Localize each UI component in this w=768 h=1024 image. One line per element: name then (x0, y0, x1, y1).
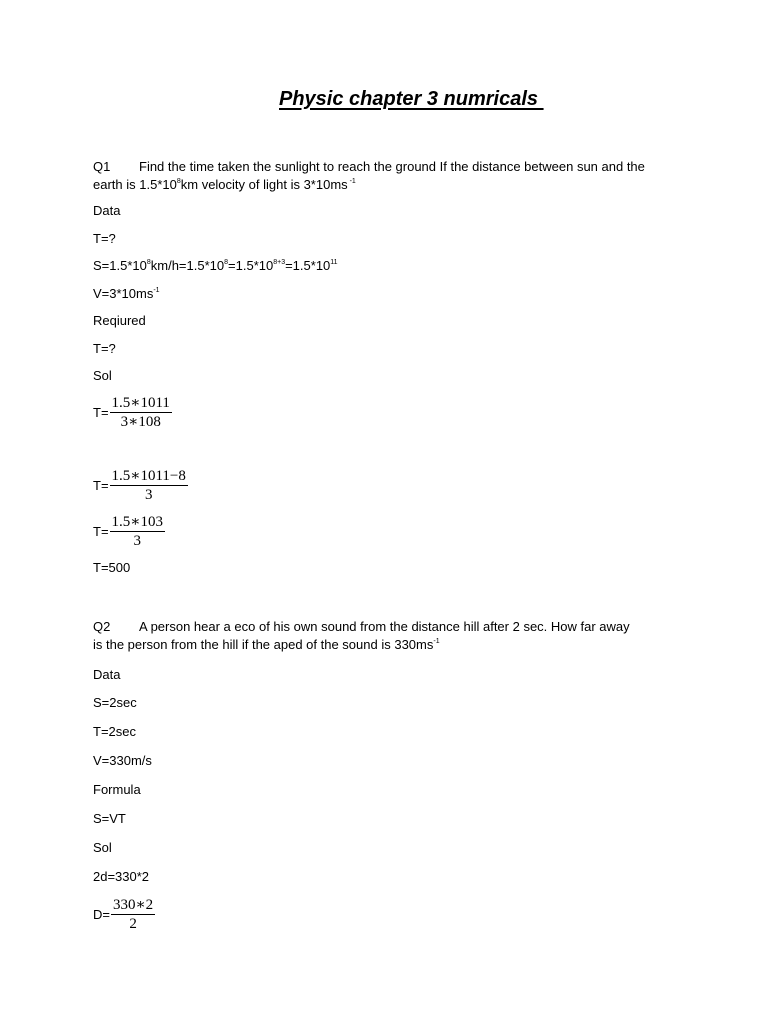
q1-question-line1 (93, 158, 645, 176)
q1-t-unknown: T=? (93, 231, 116, 246)
q1-text-line1: Find the time taken the sunlight to reach the ground If the distance between sun and the (139, 159, 645, 174)
q2-formula-label: Formula (93, 782, 141, 797)
q2-number: Q2 (93, 619, 111, 634)
q2-eq-denominator: 2 (129, 916, 137, 932)
q1-data-label: Data (93, 203, 121, 218)
q2-eq-fraction (111, 896, 155, 933)
q1-equation-3 (93, 513, 165, 550)
q1-equation-2 (93, 467, 188, 504)
q2-data-label: Data (93, 667, 121, 682)
q1-question-line2 (93, 176, 356, 194)
q1-text-line2: earth is 1.5*10 (93, 177, 177, 192)
q1-text-line2-b: km velocity of light is 3*10ms (180, 177, 348, 192)
q1-s-part-c: =1.5*10 (228, 258, 274, 273)
q1-result: T=500 (93, 560, 131, 575)
q1-eq2-lhs: T= (93, 478, 109, 493)
q1-s-value (93, 257, 338, 275)
q2-sol-label: Sol (93, 840, 112, 855)
q2-question-line2 (93, 636, 440, 654)
q2-eq-numerator: 330∗2 (112, 897, 154, 913)
q1-s-part-a: S=1.5*10 (93, 258, 147, 273)
q1-eq1-numerator: 1.5∗1011 (111, 395, 170, 411)
q2-text-line2: is the person from the hill if the aped of the sound is 330ms (93, 637, 434, 652)
q2-eq-lhs: D= (93, 907, 110, 922)
q2-question-line1 (93, 618, 630, 636)
q1-eq2-numerator: 1.5∗1011−8 (111, 468, 186, 484)
q2-text-line1: A person hear a eco of his own sound from the distance hill after 2 sec. How far away (139, 619, 630, 634)
q1-s-exp4: 11 (330, 259, 338, 266)
q1-equation-1 (93, 394, 172, 431)
q1-eq2-denominator: 3 (144, 487, 153, 503)
q1-eq3-numerator: 1.5∗103 (111, 514, 163, 530)
q1-v-value (93, 285, 160, 303)
page-title: Physic chapter 3 numricals (279, 88, 544, 110)
q1-eq3-fraction (110, 513, 165, 550)
q1-eq1-denominator: 3∗108 (120, 414, 161, 430)
q1-v-part-a: V=3*10ms (93, 286, 154, 301)
q2-v-value: V=330m/s (93, 753, 152, 768)
q1-s-exp2: 8 (224, 259, 229, 266)
q1-s-part-b: km/h=1.5*10 (150, 258, 225, 273)
q1-s-exp1: 8 (146, 259, 151, 266)
q2-formula: S=VT (93, 811, 126, 826)
q1-eq3-lhs: T= (93, 524, 109, 539)
q1-exponent-2: -1 (347, 178, 356, 185)
q1-number: Q1 (93, 159, 111, 174)
q1-required-label: Reqiured (93, 313, 146, 328)
q1-eq1-fraction (110, 394, 172, 431)
q2-exponent: -1 (433, 638, 440, 645)
q1-sol-label: Sol (93, 368, 112, 383)
q1-t-required: T=? (93, 341, 116, 356)
q1-v-exp: -1 (153, 287, 160, 294)
q2-step-1: 2d=330*2 (93, 869, 150, 884)
q1-eq2-fraction (110, 467, 188, 504)
q2-s-value: S=2sec (93, 695, 137, 710)
q1-eq1-lhs: T= (93, 405, 109, 420)
q1-eq3-denominator: 3 (133, 533, 142, 549)
q1-s-part-d: =1.5*10 (285, 258, 331, 273)
q2-equation (93, 896, 155, 933)
q1-s-exp3: 8+3 (273, 259, 286, 266)
q1-exponent: 8 (176, 178, 181, 185)
q2-t-value: T=2sec (93, 724, 136, 739)
